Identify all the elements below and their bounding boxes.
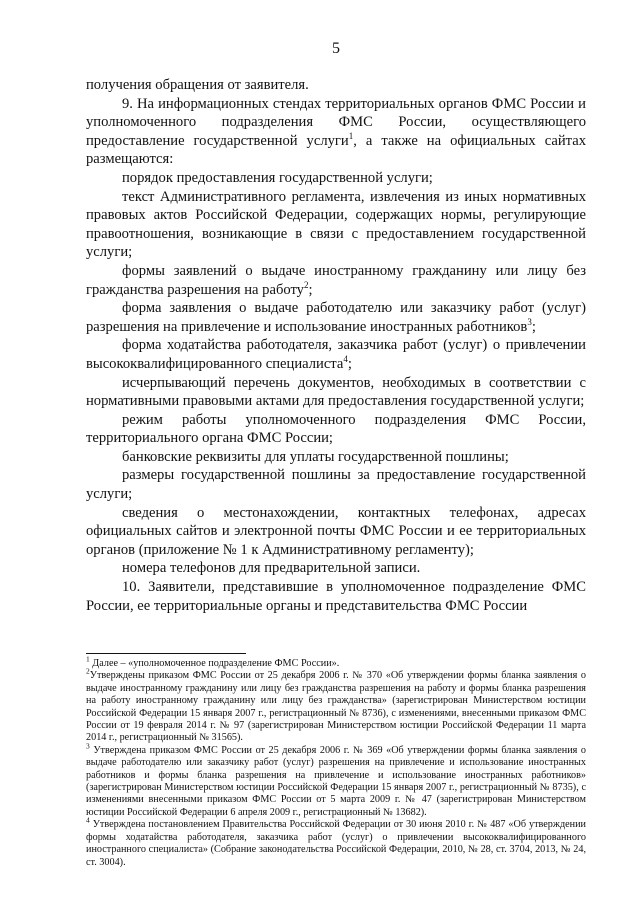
footnote: $^3$ Утверждена приказом ФМС России от 25 декабря 2006 г. № 369 «Об утверждении формы бланка заявления о выдаче работодателю или заказчику работ (услуг) разрешения на привлечение и использование иностранных работников и формы бланка разрешения на привлечение и использование иностранных работников» (зарегистрирован Министерством юстиции Российской Федерации 15 января 2007 г., регистрационный № 8735), с изменениями внесенными приказом ФМС России от 5 марта 2009 г. № 47 (зарегистрирован Министерством юстиции Российской Федерации 6 апреля 2009 г., регистрационный № 13682). (86, 741, 587, 818)
footnotes (86, 654, 587, 869)
paragraph: 10. Заявители, представившие в уполномоченное подразделение ФМС России, ее территориальные органы и представительства ФМС России (86, 579, 586, 614)
footnote-ref: 4 (343, 354, 348, 365)
paragraph: режим работы уполномоченного подразделения ФМС России, территориального органа ФМС России; (86, 411, 586, 447)
paragraph: форма заявления о выдаче работодателю или заказчику работ (услуг) разрешения на привлечение и использование иностранных работников$^3$; (86, 300, 586, 335)
footnote-ref: 3 (527, 316, 532, 327)
body-text (86, 76, 586, 615)
paragraph: сведения о местонахождении, контактных телефонах, адресах официальных сайтов и электронной почты ФМС России и ее территориальных органов (приложение № 1 к Административному регламенту); (86, 504, 586, 558)
footnote-number: 3 (86, 741, 90, 751)
paragraph: 9. На информационных стендах территориальных органов ФМС России и уполномоченного подразделения ФМС России, осуществляющего предоставление государственной услуги$^1$, а также на официальных сайтах размещаются: (86, 95, 587, 168)
paragraph: получения обращения от заявителя. (86, 77, 309, 93)
page-number: 5 (332, 40, 340, 57)
footnote-number: 1 (86, 654, 90, 664)
paragraph: форма ходатайства работодателя, заказчика работ (услуг) о привлечении высококвалифицированного специалиста$^4$; (86, 337, 586, 372)
footnote: $^1$ Далее – «уполномоченное подразделение ФМС России». (86, 654, 340, 669)
paragraph: текст Административного регламента, извлечения из иных нормативных правовых актов Российской Федерации, содержащих нормы, регулирующие правоотношения, возникающие в связи с предоставлением государственной услуги; (86, 188, 586, 261)
footnote: $^4$ Утверждена постановлением Правительства Российской Федерации от 30 июня 2010 г. № 487 «Об утверждении формы ходатайства работодателя, заказчика работ (услуг) о привлечении высококвалифицированного иностранного специалиста» (Собрание законодательства Российской Федерации, 2010, № 28, ст. 3704, 2013, № 24, ст. 3004). (86, 815, 586, 868)
footnote-ref: 1 (348, 130, 354, 141)
footnote-divider (86, 653, 246, 654)
paragraph: формы заявлений о выдаче иностранному гражданину или лицу без гражданства разрешения на работу$^2$; (86, 262, 586, 298)
paragraph: порядок предоставления государственной услуги; (122, 169, 433, 186)
paragraph: размеры государственной пошлины за предоставление государственной услуги; (86, 467, 586, 503)
footnote-number: 4 (86, 815, 90, 825)
footnote-number: 2 (86, 667, 90, 677)
footnote-ref: 2 (303, 279, 309, 290)
paragraph: банковские реквизиты для уплаты государственной пошлины; (122, 448, 509, 465)
document-page (86, 0, 586, 905)
footnote: $^2$Утверждены приказом ФМС России от 25 декабря 2006 г. № 370 «Об утверждении формы бланка заявления о выдаче иностранному гражданину или лицу без гражданства разрешения на работу и формы бланка разрешения на работу иностранному гражданину или лицу без гражданства» (зарегистрирован Министерством юстиции Российской Федерации 15 января 2007 г., регистрационный № 8736), с изменениями, внесенными приказом ФМС России от 19 февраля 2014 г. № 97 (зарегистрирован Министерством юстиции Российской Федерации 11 марта 2014 г., регистрационный № 31565). (86, 667, 586, 744)
paragraph: исчерпывающий перечень документов, необходимых в соответствии с нормативными правовыми актами для предоставления государственной услуги; (86, 374, 586, 410)
paragraph: номера телефонов для предварительной записи. (122, 560, 421, 577)
